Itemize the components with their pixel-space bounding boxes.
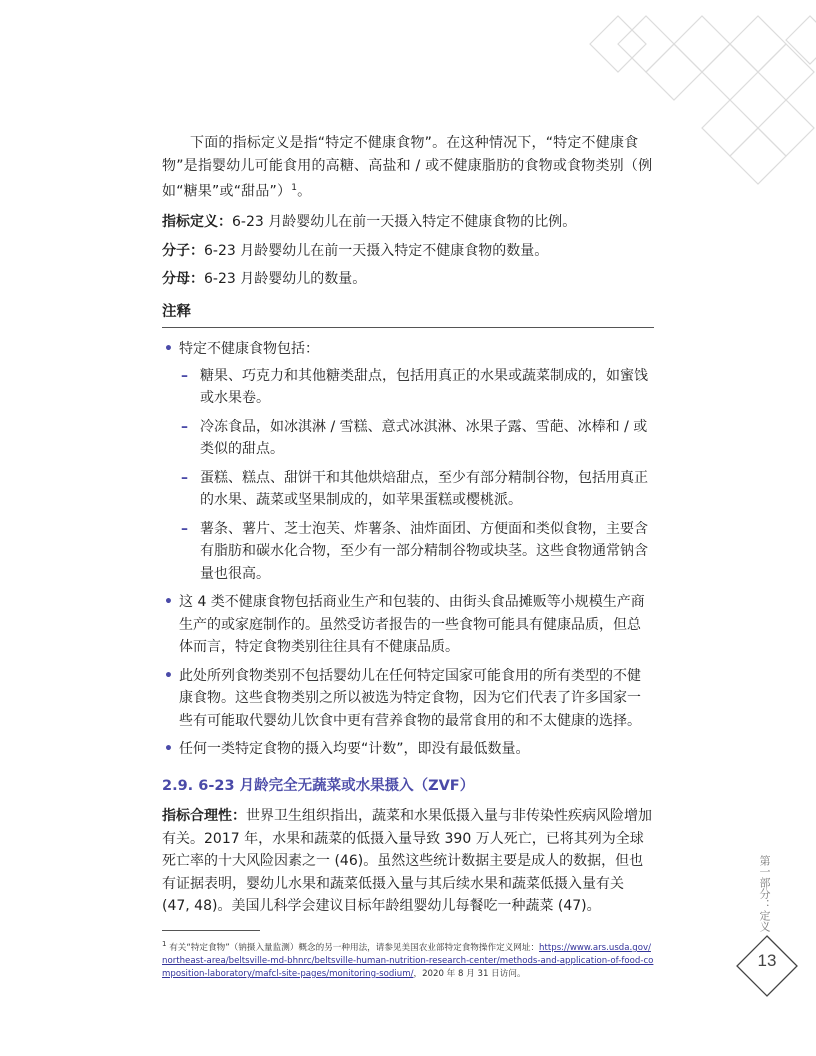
note-text: 特定不健康食物包括： xyxy=(179,341,319,358)
sub-note-text: 薯条、薯片、芝士泡芙、炸薯条、油炸面团、方便面和类似食物，主要含有脂肪和碳水化合物，至少有一部分精制谷物或块茎。这些食物通常钠含量也很高。 xyxy=(200,520,648,582)
denominator xyxy=(162,268,654,291)
list-item xyxy=(179,518,654,586)
intro-end: 。 xyxy=(297,183,312,200)
bullet-icon: • xyxy=(164,741,173,758)
denominator-text: 6-23 月龄婴幼儿的数量。 xyxy=(204,271,367,288)
dash-icon: – xyxy=(181,469,188,486)
list-item xyxy=(179,416,654,461)
part-label: 第一部分：定义 xyxy=(758,855,771,932)
sub-note-text: 糖果、巧克力和其他糖类甜点，包括用真正的水果或蔬菜制成的，如蜜饯或水果卷。 xyxy=(200,367,648,407)
sub-note-text: 蛋糕、糕点、甜饼干和其他烘焙甜点，至少有部分精制谷物，包括用真正的水果、蔬菜或坚果制成的，如苹果蛋糕或樱桃派。 xyxy=(200,469,648,509)
bullet-icon: • xyxy=(164,341,173,358)
list-item xyxy=(162,738,654,761)
numerator-text: 6-23 月龄婴幼儿在前一天摄入特定不健康食物的数量。 xyxy=(204,242,549,259)
page-number: 13 xyxy=(757,951,777,970)
list-item xyxy=(162,665,654,733)
notes-list xyxy=(162,338,654,761)
denominator-label: 分母： xyxy=(162,271,204,288)
note-text: 这 4 类不健康食物包括商业生产和包装的、由街头食品摊贩等小规模生产商生产的或家庭制作的。虽然受访者报告的一些食物可能具有健康品质，但总体而言，特定食物类别往往具有不健康品质。 xyxy=(179,594,645,656)
footnote-text: 有关“特定食物”（钠摄入量监测）概念的另一种用法，请参见美国农业部特定食物操作定义网址： xyxy=(169,942,540,953)
footnote xyxy=(162,938,656,981)
list-item xyxy=(162,591,654,659)
dash-icon: – xyxy=(181,367,188,384)
list-item xyxy=(179,365,654,410)
dash-icon: – xyxy=(181,520,188,537)
section-heading: 2.9. 6-23 月龄完全无蔬菜或水果摄入（ZVF） xyxy=(162,777,475,794)
definition-text: 6-23 月龄婴幼儿在前一天摄入特定不健康食物的比例。 xyxy=(232,214,577,231)
main-content xyxy=(162,132,654,924)
footnote-divider xyxy=(162,930,260,931)
note-text: 任何一类特定食物的摄入均要“计数”，即没有最低数量。 xyxy=(179,741,530,758)
rationale-paragraph xyxy=(162,805,654,918)
notes-heading: 注释 xyxy=(162,301,654,329)
rationale-text: 世界卫生组织指出，蔬菜和水果低摄入量与非传染性疾病风险增加有关。2017 年，水果和蔬菜的低摄入量导致 390 万人死亡，已将其列为全球死亡率的十大风险因素之一 (46)。虽然这些统计数据主要是成人的数据，但也有证据表明，婴幼儿水果和蔬菜低摄入量与其后续水果和蔬菜低摄入量有关 (47, 48)。美国儿科学会建议目标年龄组婴幼儿每餐吃一种蔬菜 (47)。 xyxy=(162,808,652,915)
footnote-date: ，2020 年 8 月 31 日访问。 xyxy=(413,968,526,979)
list-item xyxy=(162,338,654,585)
definition-label: 指标定义： xyxy=(162,214,232,231)
list-item xyxy=(179,467,654,512)
rationale-label: 指标合理性： xyxy=(162,808,246,825)
footnote-number: 1 xyxy=(162,940,167,948)
bullet-icon: • xyxy=(164,594,173,611)
footnote-link[interactable]: https://www.ars.usda.gov/northeast-area/beltsville-md-bhnrc/beltsville-human-nutrition-research-center/methods-and-application-of-food-composition-laboratory/mafcl-site-pages/monitoring-sodium/ xyxy=(162,942,654,979)
dash-icon: – xyxy=(181,418,188,435)
note-text: 此处所列食物类别不包括婴幼儿在任何特定国家可能食用的所有类型的不健康食物。这些食物类别之所以被选为特定食物，因为它们代表了许多国家一些有可能取代婴幼儿饮食中更有营养食物的最常食用的和不太健康的选择。 xyxy=(179,667,641,729)
intro-text: 下面的指标定义是指“特定不健康食物”。在这种情况下，“特定不健康食物”是指婴幼儿可能食用的高糖、高盐和 / 或不健康脂肪的食物或食物类别（例如“糖果”或“甜品”） xyxy=(162,135,653,200)
numerator xyxy=(162,240,654,263)
intro-paragraph xyxy=(162,132,654,203)
footnote-ref[interactable]: 1 xyxy=(291,183,298,193)
numerator-label: 分子： xyxy=(162,242,204,259)
bullet-icon: • xyxy=(164,667,173,684)
indicator-definition xyxy=(162,211,654,234)
sub-list xyxy=(179,365,654,586)
sub-note-text: 冷冻食品，如冰淇淋 / 雪糕、意式冰淇淋、冰果子露、雪葩、冰棒和 / 或类似的甜点。 xyxy=(200,418,648,458)
